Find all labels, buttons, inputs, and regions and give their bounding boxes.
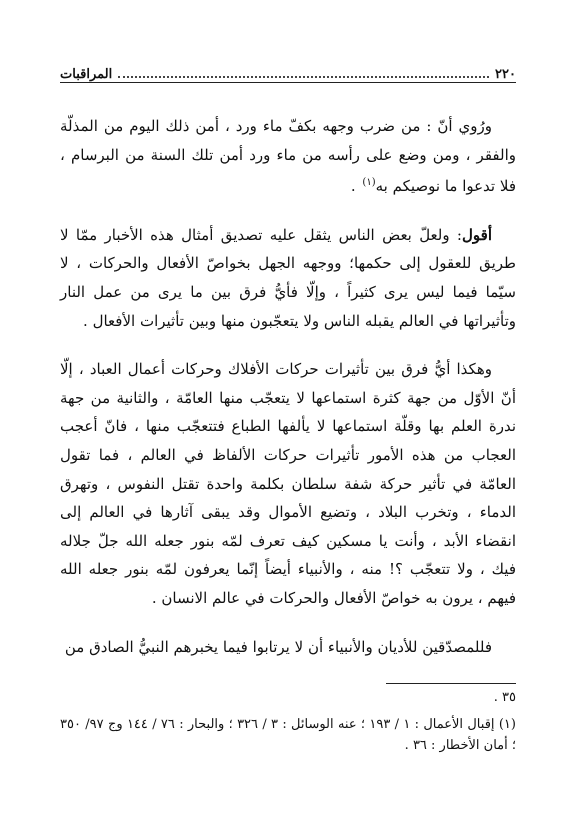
paragraph-2-lead: أقول [462, 225, 492, 244]
footnote-continuation: ٣٥ . [493, 690, 516, 705]
paragraph-1 [60, 112, 516, 201]
paragraph-1-text: ورُوي أنّ : من ضرب وجهه بكفّ ماء ورد ، أمن ذلك اليوم من المذلّة والفقر ، ومن وضع على رأسه من ماء ورد أمن تلك السنة من البرسام ، فلا تدعوا ما نوصيكم به [60, 117, 516, 196]
footnote-divider [386, 683, 516, 684]
footnote-reference-1: (١) [362, 177, 376, 189]
paragraph-2-text: : ولعلّ بعض الناس يثقل عليه تصديق أمثال هذه الأخبار ممّا لا طريق للعقول إلى حكمها؛ ووجهه الجهل بخواصّ الأفعال والحركات ، لا سيّما فيما ليس يرى كثيراً ، وإلّا فأيُّ فرق بين ما يرى من عمل النار وتأثيراتها في العالم يقبله الناس ولا يتعجّبون منها وبين تأثيرات الأفعال . [60, 225, 516, 330]
main-text [60, 112, 516, 661]
paragraph-4-text: فللمصدّقين للأديان والأنبياء أن لا يرتابوا فيما يخبرهم النبيُّ الصادق من [64, 637, 492, 656]
paragraph-4 [60, 633, 516, 662]
paragraph-2 [60, 221, 516, 335]
paragraph-3-text: وهكذا أيُّ فرق بين تأثيرات حركات الأفلاك وحركات أعمال العباد ، إلّا أنّ الأوّل من جهة كثرة استماعها لا يتعجّب منها العامّة ، والثانية من جهة ندرة العلم بها وقلّة استماعها لا يألفها الطباع فتتعجّب منها ، فانّ أعجب العجاب من هذه الأمور تأثيرات حركات الألفاظ في العالم ، فما تقول العامّة في تأثير حركة شفة سلطان بكلمة واحدة تقتل النفوس ، وتهرق الدماء ، وتخرب البلاد ، وتضيع الأموال وقد يبقى آثارها في العالم إلى انقضاء الأبد ، وأنت يا مسكين كيف تعرف لمّه بنور جعله الله جلّ جلاله فيك ، ولا تتعجّب ؟! منه ، والأنبياء أيضاً إنّما يعرفون لمّه بنور جعله الله فيهم ، يرون به خواصّ الأفعال والحركات في عالم الانسان . [60, 360, 516, 607]
footnote-1: (١) إقبال الأعمال : ١ / ١٩٣ ؛ عنه الوسائل : ٣ / ٣٢٦ ؛ والبحار : ٧٦ / ١٤٤ وج ٩٧/ ٣٥٠ ؛ أمان الأخطار : ٣٦ . [60, 717, 516, 753]
header-leader-dots [118, 76, 489, 78]
page-header [60, 60, 516, 83]
running-title: المراقبات [60, 67, 113, 82]
paragraph-3 [60, 355, 516, 612]
paragraph-1-end: . [350, 177, 361, 196]
page-number: ٢٢٠ [495, 67, 516, 82]
